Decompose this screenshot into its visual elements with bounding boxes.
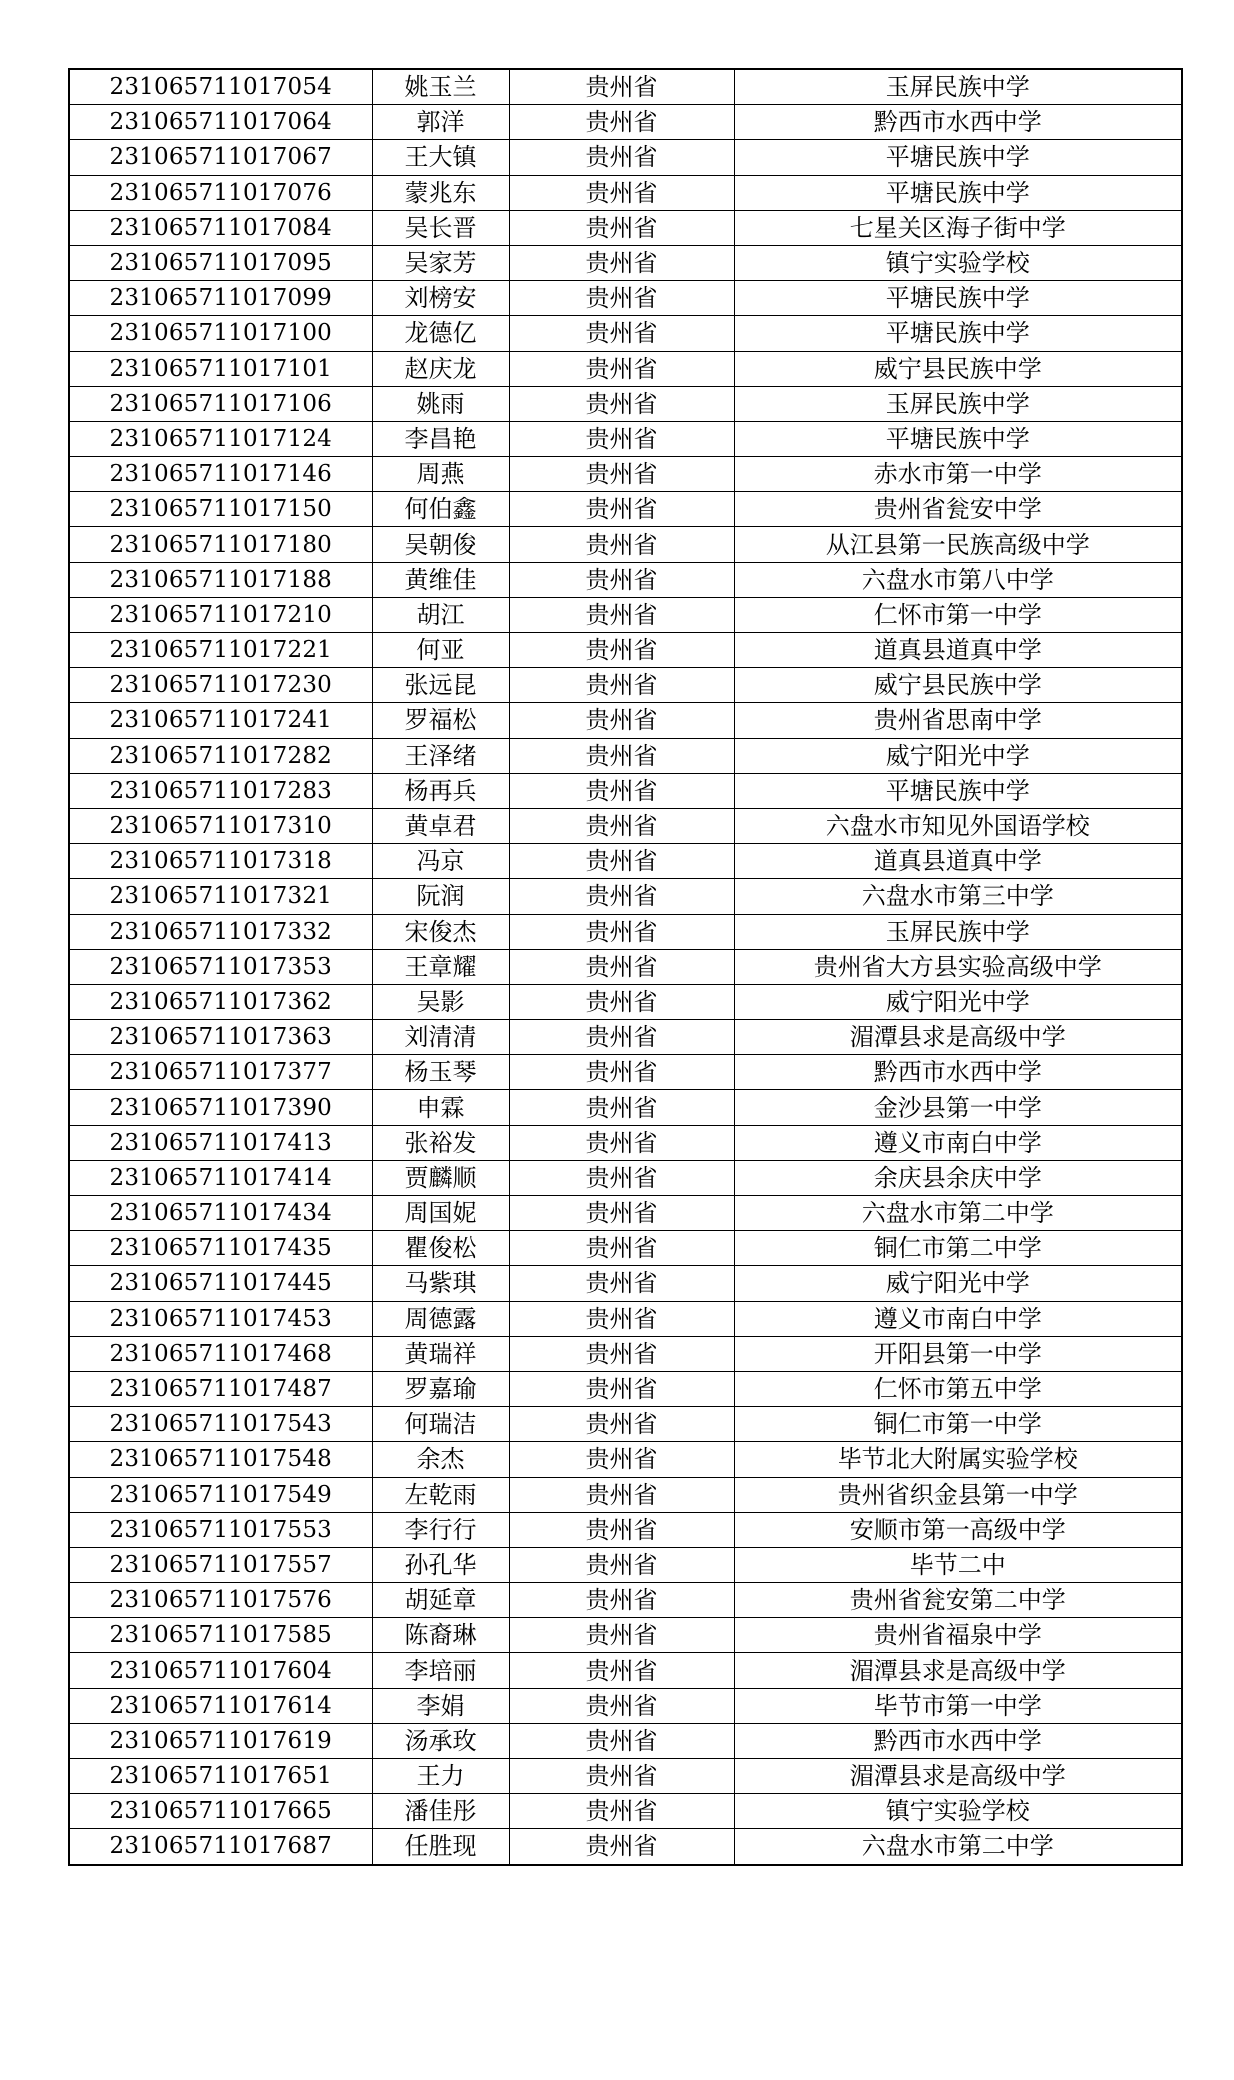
table-row bbox=[69, 984, 1182, 1019]
province-cell: 贵州省 bbox=[509, 703, 734, 738]
province-cell: 贵州省 bbox=[509, 1723, 734, 1758]
province-cell: 贵州省 bbox=[509, 1125, 734, 1160]
school-cell: 仁怀市第一中学 bbox=[734, 597, 1182, 632]
table-row bbox=[69, 316, 1182, 351]
school-cell: 遵义市南白中学 bbox=[734, 1301, 1182, 1336]
school-cell: 赤水市第一中学 bbox=[734, 457, 1182, 492]
table-row bbox=[69, 1125, 1182, 1160]
province-cell: 贵州省 bbox=[509, 1301, 734, 1336]
table-row bbox=[69, 1477, 1182, 1512]
table-row bbox=[69, 668, 1182, 703]
student-name-cell: 姚雨 bbox=[372, 386, 509, 421]
school-cell: 道真县道真中学 bbox=[734, 844, 1182, 879]
school-cell: 六盘水市知见外国语学校 bbox=[734, 808, 1182, 843]
province-cell: 贵州省 bbox=[509, 492, 734, 527]
exam-number-cell: 231065711017604 bbox=[69, 1653, 372, 1688]
student-name-cell: 胡江 bbox=[372, 597, 509, 632]
table-row bbox=[69, 492, 1182, 527]
province-cell: 贵州省 bbox=[509, 1160, 734, 1195]
province-cell: 贵州省 bbox=[509, 457, 734, 492]
province-cell: 贵州省 bbox=[509, 421, 734, 456]
table-row bbox=[69, 386, 1182, 421]
province-cell: 贵州省 bbox=[509, 1583, 734, 1618]
school-cell: 铜仁市第二中学 bbox=[734, 1231, 1182, 1266]
table-row bbox=[69, 245, 1182, 280]
exam-number-cell: 231065711017067 bbox=[69, 140, 372, 175]
table-row bbox=[69, 949, 1182, 984]
school-cell: 贵州省瓮安第二中学 bbox=[734, 1583, 1182, 1618]
student-name-cell: 王力 bbox=[372, 1759, 509, 1794]
school-cell: 黔西市水西中学 bbox=[734, 1723, 1182, 1758]
table-row bbox=[69, 210, 1182, 245]
student-name-cell: 潘佳彤 bbox=[372, 1794, 509, 1829]
student-name-cell: 黄瑞祥 bbox=[372, 1336, 509, 1371]
roster-body bbox=[69, 69, 1182, 1865]
student-name-cell: 宋俊杰 bbox=[372, 914, 509, 949]
exam-number-cell: 231065711017210 bbox=[69, 597, 372, 632]
table-row bbox=[69, 1407, 1182, 1442]
school-cell: 威宁县民族中学 bbox=[734, 351, 1182, 386]
exam-number-cell: 231065711017413 bbox=[69, 1125, 372, 1160]
exam-number-cell: 231065711017445 bbox=[69, 1266, 372, 1301]
table-row bbox=[69, 1512, 1182, 1547]
student-name-cell: 吴家芳 bbox=[372, 245, 509, 280]
province-cell: 贵州省 bbox=[509, 281, 734, 316]
exam-number-cell: 231065711017095 bbox=[69, 245, 372, 280]
student-name-cell: 李行行 bbox=[372, 1512, 509, 1547]
school-cell: 六盘水市第三中学 bbox=[734, 879, 1182, 914]
table-row bbox=[69, 562, 1182, 597]
table-row bbox=[69, 1160, 1182, 1195]
table-row bbox=[69, 1301, 1182, 1336]
table-row bbox=[69, 1336, 1182, 1371]
student-name-cell: 黄维佳 bbox=[372, 562, 509, 597]
student-name-cell: 任胜现 bbox=[372, 1829, 509, 1865]
exam-number-cell: 231065711017241 bbox=[69, 703, 372, 738]
exam-number-cell: 231065711017435 bbox=[69, 1231, 372, 1266]
province-cell: 贵州省 bbox=[509, 210, 734, 245]
province-cell: 贵州省 bbox=[509, 1055, 734, 1090]
school-cell: 威宁阳光中学 bbox=[734, 738, 1182, 773]
exam-number-cell: 231065711017651 bbox=[69, 1759, 372, 1794]
exam-number-cell: 231065711017310 bbox=[69, 808, 372, 843]
province-cell: 贵州省 bbox=[509, 351, 734, 386]
province-cell: 贵州省 bbox=[509, 1442, 734, 1477]
province-cell: 贵州省 bbox=[509, 1618, 734, 1653]
exam-number-cell: 231065711017221 bbox=[69, 633, 372, 668]
province-cell: 贵州省 bbox=[509, 175, 734, 210]
school-cell: 贵州省大方县实验高级中学 bbox=[734, 949, 1182, 984]
exam-number-cell: 231065711017687 bbox=[69, 1829, 372, 1865]
table-row bbox=[69, 1231, 1182, 1266]
table-row bbox=[69, 844, 1182, 879]
student-name-cell: 罗嘉瑜 bbox=[372, 1371, 509, 1406]
table-row bbox=[69, 1583, 1182, 1618]
exam-number-cell: 231065711017549 bbox=[69, 1477, 372, 1512]
exam-number-cell: 231065711017076 bbox=[69, 175, 372, 210]
student-name-cell: 杨玉琴 bbox=[372, 1055, 509, 1090]
province-cell: 贵州省 bbox=[509, 1371, 734, 1406]
province-cell: 贵州省 bbox=[509, 1794, 734, 1829]
exam-number-cell: 231065711017377 bbox=[69, 1055, 372, 1090]
exam-number-cell: 231065711017101 bbox=[69, 351, 372, 386]
province-cell: 贵州省 bbox=[509, 949, 734, 984]
table-row bbox=[69, 879, 1182, 914]
province-cell: 贵州省 bbox=[509, 1407, 734, 1442]
school-cell: 贵州省瓮安中学 bbox=[734, 492, 1182, 527]
school-cell: 道真县道真中学 bbox=[734, 633, 1182, 668]
table-row bbox=[69, 69, 1182, 105]
student-name-cell: 左乾雨 bbox=[372, 1477, 509, 1512]
school-cell: 湄潭县求是高级中学 bbox=[734, 1653, 1182, 1688]
student-name-cell: 陈裔琳 bbox=[372, 1618, 509, 1653]
student-name-cell: 阮润 bbox=[372, 879, 509, 914]
exam-number-cell: 231065711017283 bbox=[69, 773, 372, 808]
exam-number-cell: 231065711017543 bbox=[69, 1407, 372, 1442]
school-cell: 平塘民族中学 bbox=[734, 421, 1182, 456]
school-cell: 开阳县第一中学 bbox=[734, 1336, 1182, 1371]
student-name-cell: 周燕 bbox=[372, 457, 509, 492]
student-name-cell: 王泽绪 bbox=[372, 738, 509, 773]
province-cell: 贵州省 bbox=[509, 668, 734, 703]
student-name-cell: 蒙兆东 bbox=[372, 175, 509, 210]
school-cell: 七星关区海子街中学 bbox=[734, 210, 1182, 245]
student-name-cell: 王章耀 bbox=[372, 949, 509, 984]
student-name-cell: 瞿俊松 bbox=[372, 1231, 509, 1266]
exam-number-cell: 231065711017434 bbox=[69, 1196, 372, 1231]
exam-number-cell: 231065711017468 bbox=[69, 1336, 372, 1371]
school-cell: 镇宁实验学校 bbox=[734, 1794, 1182, 1829]
province-cell: 贵州省 bbox=[509, 527, 734, 562]
school-cell: 金沙县第一中学 bbox=[734, 1090, 1182, 1125]
exam-number-cell: 231065711017665 bbox=[69, 1794, 372, 1829]
province-cell: 贵州省 bbox=[509, 1196, 734, 1231]
student-name-cell: 何伯鑫 bbox=[372, 492, 509, 527]
province-cell: 贵州省 bbox=[509, 1759, 734, 1794]
exam-number-cell: 231065711017614 bbox=[69, 1688, 372, 1723]
exam-number-cell: 231065711017363 bbox=[69, 1020, 372, 1055]
exam-number-cell: 231065711017146 bbox=[69, 457, 372, 492]
student-name-cell: 何瑞洁 bbox=[372, 1407, 509, 1442]
province-cell: 贵州省 bbox=[509, 1829, 734, 1865]
school-cell: 贵州省织金县第一中学 bbox=[734, 1477, 1182, 1512]
table-row bbox=[69, 1442, 1182, 1477]
school-cell: 余庆县余庆中学 bbox=[734, 1160, 1182, 1195]
province-cell: 贵州省 bbox=[509, 773, 734, 808]
school-cell: 黔西市水西中学 bbox=[734, 105, 1182, 140]
school-cell: 贵州省福泉中学 bbox=[734, 1618, 1182, 1653]
student-name-cell: 胡延章 bbox=[372, 1583, 509, 1618]
province-cell: 贵州省 bbox=[509, 1547, 734, 1582]
table-row bbox=[69, 1020, 1182, 1055]
table-row bbox=[69, 1688, 1182, 1723]
student-name-cell: 刘榜安 bbox=[372, 281, 509, 316]
province-cell: 贵州省 bbox=[509, 245, 734, 280]
school-cell: 平塘民族中学 bbox=[734, 175, 1182, 210]
table-row bbox=[69, 351, 1182, 386]
province-cell: 贵州省 bbox=[509, 1090, 734, 1125]
exam-number-cell: 231065711017414 bbox=[69, 1160, 372, 1195]
table-row bbox=[69, 914, 1182, 949]
school-cell: 仁怀市第五中学 bbox=[734, 1371, 1182, 1406]
exam-number-cell: 231065711017188 bbox=[69, 562, 372, 597]
school-cell: 安顺市第一高级中学 bbox=[734, 1512, 1182, 1547]
student-name-cell: 杨再兵 bbox=[372, 773, 509, 808]
table-row bbox=[69, 105, 1182, 140]
student-name-cell: 王大镇 bbox=[372, 140, 509, 175]
school-cell: 遵义市南白中学 bbox=[734, 1125, 1182, 1160]
exam-number-cell: 231065711017557 bbox=[69, 1547, 372, 1582]
student-name-cell: 李娟 bbox=[372, 1688, 509, 1723]
school-cell: 六盘水市第二中学 bbox=[734, 1829, 1182, 1865]
exam-number-cell: 231065711017180 bbox=[69, 527, 372, 562]
school-cell: 六盘水市第二中学 bbox=[734, 1196, 1182, 1231]
exam-number-cell: 231065711017487 bbox=[69, 1371, 372, 1406]
province-cell: 贵州省 bbox=[509, 69, 734, 105]
table-row bbox=[69, 1794, 1182, 1829]
school-cell: 湄潭县求是高级中学 bbox=[734, 1759, 1182, 1794]
table-row bbox=[69, 140, 1182, 175]
student-name-cell: 吴朝俊 bbox=[372, 527, 509, 562]
exam-number-cell: 231065711017362 bbox=[69, 984, 372, 1019]
school-cell: 黔西市水西中学 bbox=[734, 1055, 1182, 1090]
school-cell: 六盘水市第八中学 bbox=[734, 562, 1182, 597]
exam-number-cell: 231065711017106 bbox=[69, 386, 372, 421]
school-cell: 平塘民族中学 bbox=[734, 316, 1182, 351]
table-row bbox=[69, 1196, 1182, 1231]
province-cell: 贵州省 bbox=[509, 1266, 734, 1301]
exam-number-cell: 231065711017099 bbox=[69, 281, 372, 316]
school-cell: 玉屏民族中学 bbox=[734, 914, 1182, 949]
table-row bbox=[69, 1266, 1182, 1301]
exam-number-cell: 231065711017553 bbox=[69, 1512, 372, 1547]
province-cell: 贵州省 bbox=[509, 105, 734, 140]
student-name-cell: 刘清清 bbox=[372, 1020, 509, 1055]
exam-number-cell: 231065711017353 bbox=[69, 949, 372, 984]
province-cell: 贵州省 bbox=[509, 1231, 734, 1266]
exam-number-cell: 231065711017064 bbox=[69, 105, 372, 140]
student-name-cell: 吴长晋 bbox=[372, 210, 509, 245]
school-cell: 从江县第一民族高级中学 bbox=[734, 527, 1182, 562]
table-row bbox=[69, 1653, 1182, 1688]
school-cell: 毕节二中 bbox=[734, 1547, 1182, 1582]
student-name-cell: 汤承玫 bbox=[372, 1723, 509, 1758]
exam-number-cell: 231065711017332 bbox=[69, 914, 372, 949]
student-name-cell: 何亚 bbox=[372, 633, 509, 668]
student-name-cell: 李培丽 bbox=[372, 1653, 509, 1688]
table-row bbox=[69, 773, 1182, 808]
exam-number-cell: 231065711017453 bbox=[69, 1301, 372, 1336]
table-row bbox=[69, 1618, 1182, 1653]
exam-number-cell: 231065711017084 bbox=[69, 210, 372, 245]
table-row bbox=[69, 1723, 1182, 1758]
student-name-cell: 赵庆龙 bbox=[372, 351, 509, 386]
school-cell: 贵州省思南中学 bbox=[734, 703, 1182, 738]
school-cell: 平塘民族中学 bbox=[734, 281, 1182, 316]
province-cell: 贵州省 bbox=[509, 316, 734, 351]
student-name-cell: 郭洋 bbox=[372, 105, 509, 140]
table-row bbox=[69, 1371, 1182, 1406]
student-name-cell: 贾麟顺 bbox=[372, 1160, 509, 1195]
student-name-cell: 姚玉兰 bbox=[372, 69, 509, 105]
table-row bbox=[69, 738, 1182, 773]
table-row bbox=[69, 1829, 1182, 1865]
exam-number-cell: 231065711017390 bbox=[69, 1090, 372, 1125]
table-row bbox=[69, 597, 1182, 632]
school-cell: 威宁县民族中学 bbox=[734, 668, 1182, 703]
student-name-cell: 张裕发 bbox=[372, 1125, 509, 1160]
province-cell: 贵州省 bbox=[509, 140, 734, 175]
exam-number-cell: 231065711017318 bbox=[69, 844, 372, 879]
province-cell: 贵州省 bbox=[509, 844, 734, 879]
school-cell: 镇宁实验学校 bbox=[734, 245, 1182, 280]
table-row bbox=[69, 175, 1182, 210]
province-cell: 贵州省 bbox=[509, 914, 734, 949]
student-name-cell: 孙孔华 bbox=[372, 1547, 509, 1582]
student-name-cell: 申霖 bbox=[372, 1090, 509, 1125]
school-cell: 毕节市第一中学 bbox=[734, 1688, 1182, 1723]
province-cell: 贵州省 bbox=[509, 597, 734, 632]
school-cell: 威宁阳光中学 bbox=[734, 984, 1182, 1019]
table-row bbox=[69, 1547, 1182, 1582]
school-cell: 毕节北大附属实验学校 bbox=[734, 1442, 1182, 1477]
student-name-cell: 周国妮 bbox=[372, 1196, 509, 1231]
exam-number-cell: 231065711017124 bbox=[69, 421, 372, 456]
school-cell: 湄潭县求是高级中学 bbox=[734, 1020, 1182, 1055]
school-cell: 平塘民族中学 bbox=[734, 140, 1182, 175]
province-cell: 贵州省 bbox=[509, 1653, 734, 1688]
province-cell: 贵州省 bbox=[509, 808, 734, 843]
province-cell: 贵州省 bbox=[509, 633, 734, 668]
table-row bbox=[69, 633, 1182, 668]
table-row bbox=[69, 281, 1182, 316]
exam-number-cell: 231065711017054 bbox=[69, 69, 372, 105]
student-name-cell: 周德露 bbox=[372, 1301, 509, 1336]
school-cell: 铜仁市第一中学 bbox=[734, 1407, 1182, 1442]
student-name-cell: 余杰 bbox=[372, 1442, 509, 1477]
exam-number-cell: 231065711017321 bbox=[69, 879, 372, 914]
exam-number-cell: 231065711017100 bbox=[69, 316, 372, 351]
student-name-cell: 李昌艳 bbox=[372, 421, 509, 456]
school-cell: 威宁阳光中学 bbox=[734, 1266, 1182, 1301]
school-cell: 玉屏民族中学 bbox=[734, 386, 1182, 421]
province-cell: 贵州省 bbox=[509, 1020, 734, 1055]
exam-number-cell: 231065711017150 bbox=[69, 492, 372, 527]
province-cell: 贵州省 bbox=[509, 984, 734, 1019]
exam-number-cell: 231065711017585 bbox=[69, 1618, 372, 1653]
table-row bbox=[69, 1759, 1182, 1794]
table-row bbox=[69, 1055, 1182, 1090]
roster-table bbox=[68, 68, 1183, 1866]
province-cell: 贵州省 bbox=[509, 562, 734, 597]
exam-number-cell: 231065711017619 bbox=[69, 1723, 372, 1758]
exam-number-cell: 231065711017230 bbox=[69, 668, 372, 703]
exam-number-cell: 231065711017576 bbox=[69, 1583, 372, 1618]
table-row bbox=[69, 1090, 1182, 1125]
exam-number-cell: 231065711017282 bbox=[69, 738, 372, 773]
table-row bbox=[69, 457, 1182, 492]
student-name-cell: 龙德亿 bbox=[372, 316, 509, 351]
student-name-cell: 罗福松 bbox=[372, 703, 509, 738]
student-name-cell: 吴影 bbox=[372, 984, 509, 1019]
student-name-cell: 黄卓君 bbox=[372, 808, 509, 843]
exam-number-cell: 231065711017548 bbox=[69, 1442, 372, 1477]
school-cell: 玉屏民族中学 bbox=[734, 69, 1182, 105]
province-cell: 贵州省 bbox=[509, 1477, 734, 1512]
table-row bbox=[69, 527, 1182, 562]
table-row bbox=[69, 703, 1182, 738]
province-cell: 贵州省 bbox=[509, 879, 734, 914]
student-name-cell: 张远昆 bbox=[372, 668, 509, 703]
student-name-cell: 马紫琪 bbox=[372, 1266, 509, 1301]
province-cell: 贵州省 bbox=[509, 1336, 734, 1371]
province-cell: 贵州省 bbox=[509, 1512, 734, 1547]
table-row bbox=[69, 808, 1182, 843]
table-row bbox=[69, 421, 1182, 456]
student-name-cell: 冯京 bbox=[372, 844, 509, 879]
school-cell: 平塘民族中学 bbox=[734, 773, 1182, 808]
province-cell: 贵州省 bbox=[509, 386, 734, 421]
province-cell: 贵州省 bbox=[509, 738, 734, 773]
province-cell: 贵州省 bbox=[509, 1688, 734, 1723]
